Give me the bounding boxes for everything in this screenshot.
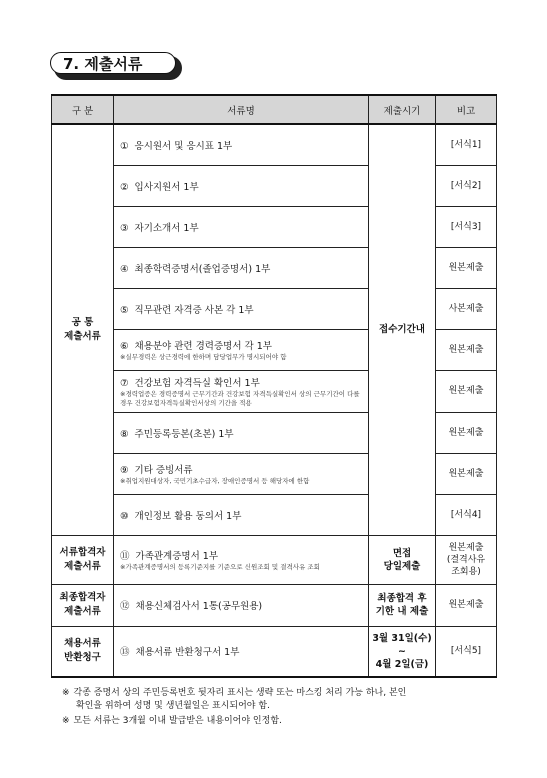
document-cell [114, 494, 369, 535]
final-pass-remark: 원본제출 [436, 584, 497, 626]
doc-pass-remark [436, 535, 497, 584]
final-pass-category [52, 584, 114, 626]
item-note: ※취업지원대상자, 국민기초수급자, 장애인증명서 등 해당자에 한함 [120, 476, 310, 485]
item-number: ⑤ [120, 304, 129, 316]
item-remark: [서식2] [436, 165, 497, 206]
item-number: ⑦ [120, 377, 129, 389]
table-row [52, 124, 497, 165]
document-cell [114, 584, 369, 626]
item-name: 가족관계증명서 1부 [135, 550, 218, 562]
footnote-text: 각종 증명서 상의 주민등록번호 뒷자리 표시는 생략 또는 마스킹 처리 가능 하나, 본인 [73, 688, 407, 698]
document-cell [114, 165, 369, 206]
item-remark: [서식4] [436, 494, 497, 535]
footnote [62, 715, 502, 728]
item-remark: 원본제출 [436, 412, 497, 453]
footnote-mark: ※ [62, 716, 70, 726]
document-cell [114, 124, 369, 165]
doc-pass-category-label: 서류합격자 제출서류 [59, 546, 106, 572]
header-period: 제출시기 [369, 95, 436, 124]
document-cell [114, 288, 369, 329]
doc-pass-remark-label: 원본제출 (결격사유 조회용) [446, 542, 486, 577]
return-period [369, 626, 436, 677]
item-name: 직무관련 자격증 사본 각 1부 [134, 304, 254, 316]
final-pass-period-label: 최종합격 후 기한 내 제출 [375, 593, 429, 617]
documents-table [51, 94, 497, 678]
common-category [52, 124, 114, 535]
item-remark: 원본제출 [436, 370, 497, 412]
item-remark: 원본제출 [436, 247, 497, 288]
item-name: 자기소개서 1부 [134, 222, 199, 234]
item-number: ⑩ [120, 510, 129, 522]
item-number: ④ [120, 263, 129, 275]
document-cell [114, 453, 369, 494]
header-document: 서류명 [114, 95, 369, 124]
return-remark: [서식5] [436, 626, 497, 677]
doc-pass-period-label: 면접 당일제출 [383, 547, 421, 572]
footnote-text: 모든 서류는 3개월 이내 발급받은 내용이어야 인정함. [73, 716, 282, 726]
item-remark: 원본제출 [436, 453, 497, 494]
return-category-label: 채용서류 반환청구 [64, 638, 101, 664]
final-pass-category-label: 최종합격자 제출서류 [59, 592, 106, 617]
common-category-label: 공 통 제출서류 [64, 316, 101, 342]
item-name: 채용분야 관련 경력증명서 각 1부 [134, 340, 272, 352]
item-remark: 원본제출 [436, 329, 497, 370]
footnote [62, 687, 502, 713]
document-cell [114, 626, 369, 677]
item-name: 입사지원서 1부 [134, 181, 199, 193]
table-header-row [52, 95, 497, 124]
item-remark: [서식3] [436, 206, 497, 247]
item-note: ※가족관계증명서의 등록기준지를 기준으로 신원조회 및 결격사유 조회 [120, 562, 320, 571]
doc-pass-category [52, 535, 114, 584]
common-period: 접수기간내 [369, 124, 436, 535]
item-name: 채용신체검사서 1통(공무원용) [135, 601, 263, 612]
document-cell [114, 247, 369, 288]
table-row [52, 626, 497, 677]
item-number: ⑧ [120, 428, 129, 440]
item-name: 응시원서 및 응시표 1부 [134, 140, 233, 152]
item-number: ⑪ [120, 550, 130, 562]
item-number: ③ [120, 222, 129, 234]
item-note: ※실무경력은 상근경력에 한하며 담당업무가 명시되어야 함 [120, 352, 287, 361]
item-number: ① [120, 140, 129, 152]
item-name: 기타 증빙서류 [134, 464, 193, 476]
return-period-label: 3월 31일(수) ~ 4월 2일(금) [372, 632, 432, 670]
item-number: ⑬ [120, 647, 130, 659]
section-title: 7. 제출서류 [50, 52, 176, 74]
document-cell [114, 206, 369, 247]
item-name: 개인정보 활용 동의서 1부 [134, 510, 242, 522]
item-number: ⑥ [120, 340, 129, 352]
item-remark: [서식1] [436, 124, 497, 165]
header-category: 구 분 [52, 95, 114, 124]
document-cell [114, 535, 369, 584]
item-number: ② [120, 181, 129, 193]
item-name: 최종학력증명서(졸업증명서) 1부 [134, 263, 271, 275]
item-name: 주민등록등본(초본) 1부 [134, 428, 234, 440]
item-number: ⑫ [120, 601, 130, 612]
footnote-text-continued: 확인을 위하여 성명 및 생년월일은 표시되어야 함. [76, 701, 270, 711]
return-category [52, 626, 114, 677]
footnotes [62, 687, 502, 730]
footnote-mark: ※ [62, 688, 70, 698]
document-cell [114, 370, 369, 412]
item-note: ※경력업증은 경력증명서 근무기간과 건강보험 자격득실확인서 상의 근무기간이 다를 경우 건강보험자격득실확인서상의 기간을 적용 [120, 389, 360, 407]
item-number: ⑨ [120, 464, 129, 476]
section-heading [50, 52, 180, 78]
item-name: 건강보험 자격득실 확인서 1부 [134, 377, 260, 389]
item-remark: 사본제출 [436, 288, 497, 329]
item-name: 채용서류 반환청구서 1부 [135, 647, 240, 659]
table-row [52, 535, 497, 584]
document-cell [114, 329, 369, 370]
final-pass-period [369, 584, 436, 626]
document-cell [114, 412, 369, 453]
doc-pass-period [369, 535, 436, 584]
table-row [52, 584, 497, 626]
header-remark: 비고 [436, 95, 497, 124]
